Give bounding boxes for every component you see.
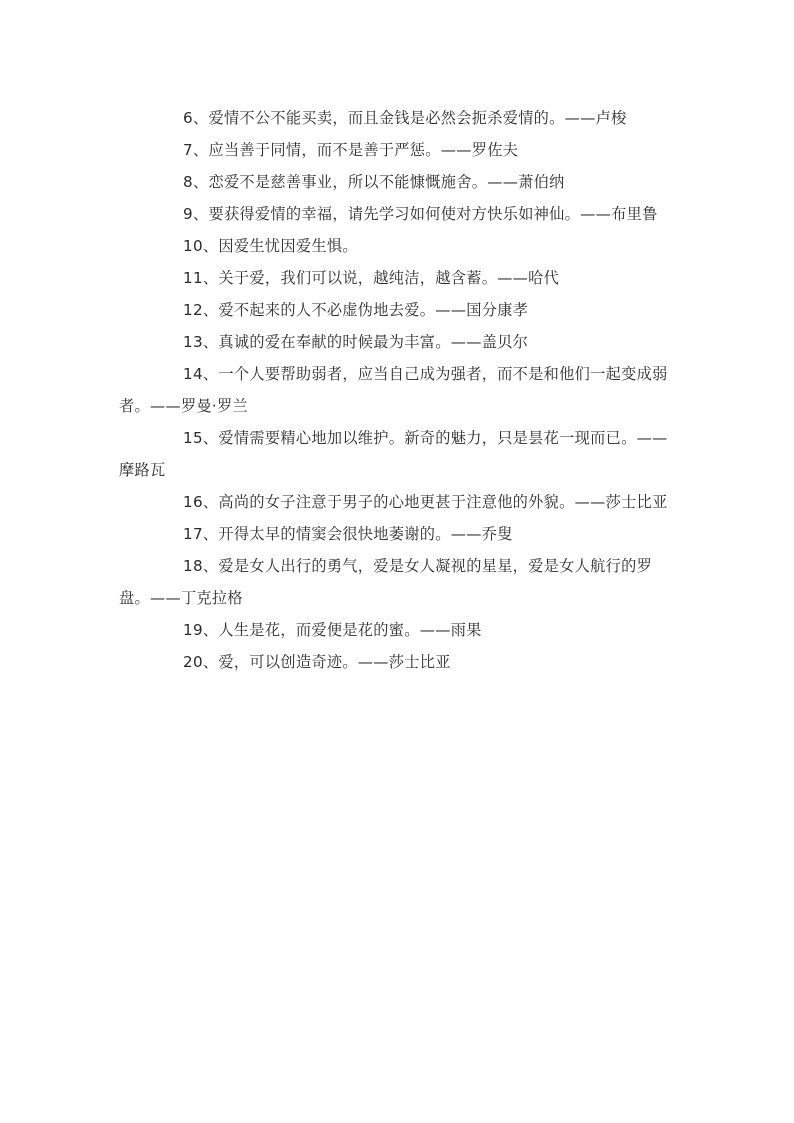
- quote-item: 10、因爱生忧因爱生惧。: [183, 237, 358, 255]
- quote-item: 12、爱不起来的人不必虚伪地去爱。——国分康孝: [183, 301, 529, 319]
- quote-item: 11、关于爱，我们可以说，越纯洁，越含蓄。——哈代: [183, 269, 560, 287]
- quote-item: 14、一个人要帮助弱者，应当自己成为强者，而不是和他们一起变成弱者。——罗曼·罗兰: [119, 365, 668, 415]
- quote-item: 9、要获得爱情的幸福，请先学习如何使对方快乐如神仙。——布里鲁: [183, 205, 658, 223]
- quote-item: 17、开得太早的情窦会很快地萎谢的。——乔叟: [183, 525, 513, 543]
- quote-item: 19、人生是花，而爱便是花的蜜。——雨果: [183, 621, 482, 639]
- quote-item: 20、爱，可以创造奇迹。——莎士比亚: [183, 653, 451, 671]
- quote-item: 7、应当善于同情，而不是善于严惩。——罗佐夫: [183, 141, 519, 159]
- quote-item: 6、爱情不公不能买卖，而且金钱是必然会扼杀爱情的。——卢梭: [183, 109, 627, 127]
- quote-item: 16、高尚的女子注意于男子的心地更甚于注意他的外貌。——莎士比亚: [183, 493, 668, 511]
- quote-item: 15、爱情需要精心地加以维护。新奇的魅力，只是昙花一现而已。——摩路瓦: [119, 429, 668, 479]
- quote-item: 13、真诚的爱在奉献的时候最为丰富。——盖贝尔: [183, 333, 529, 351]
- quote-item: 8、恋爱不是慈善事业，所以不能慷慨施舍。——萧伯纳: [183, 173, 565, 191]
- quote-list: [119, 102, 675, 678]
- quote-item: 18、爱是女人出行的勇气，爱是女人凝视的星星，爱是女人航行的罗盘。——丁克拉格: [119, 557, 653, 607]
